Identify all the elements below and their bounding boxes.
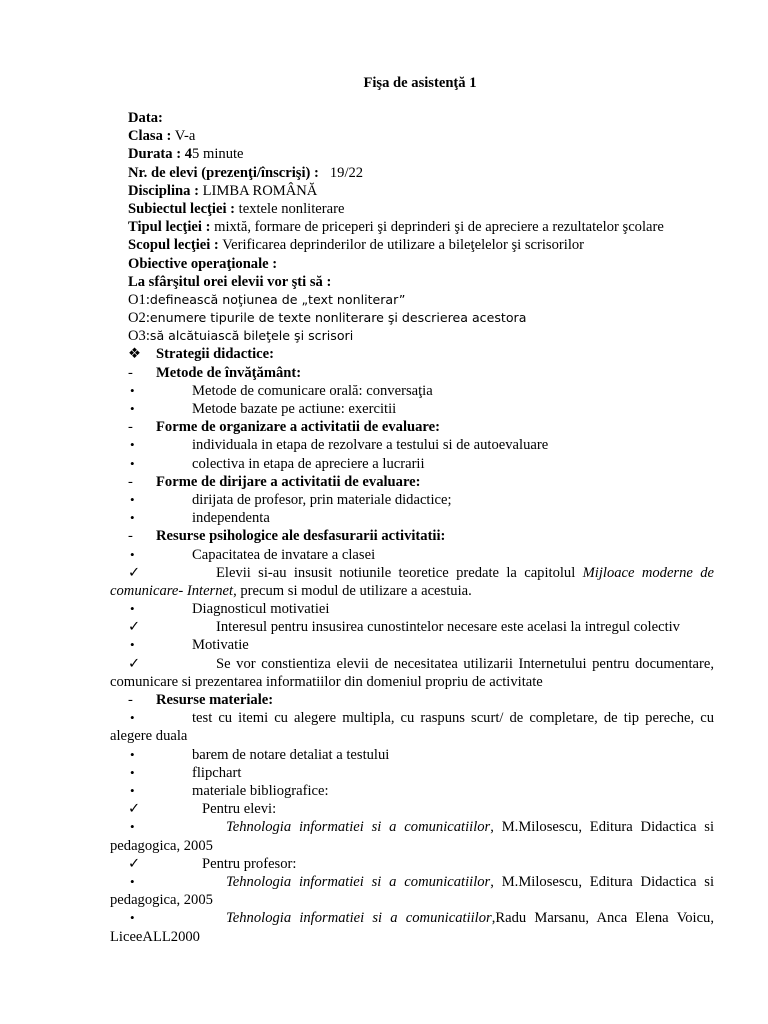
bullet-icon: • (130, 437, 135, 453)
bullet-icon: • (130, 601, 135, 617)
bullet-icon: • (130, 637, 135, 653)
objective-3: O3:să alcătuiască bileţele şi scrisori (128, 328, 354, 345)
document-body (110, 109, 714, 946)
bullet-icon: • (130, 510, 135, 526)
check-icon: ✓ (128, 619, 141, 636)
resurse-psi-heading: - Resurse psihologice ale desfasurarii activitatii: (128, 528, 446, 545)
book-2: • Tehnologia informatiei si a comunicatiilor, M.Milosescu, Editura Didactica si pedagogica, 2005 (110, 874, 715, 909)
dash-icon: - (128, 364, 133, 381)
elevii-paragraph: ✓ Elevii si-au insusit notiunile teoretice predate la capitolul Mijloace moderne de comunicare- Internet, precum si modul de utilizare a acestuia. (110, 564, 714, 599)
diamond-icon: ❖ (128, 346, 142, 363)
bullet-icon: • (130, 783, 135, 799)
disciplina-line: Disciplina : LIMBA ROMÂNĂ (128, 182, 318, 199)
obiective-heading: Obiective operaţionale : (128, 255, 278, 272)
bullet-icon: • (130, 874, 135, 889)
bullet-icon: • (130, 910, 135, 926)
bullet-icon: • (130, 401, 135, 416)
resurse-mat-heading: - Resurse materiale: (128, 692, 274, 709)
data-label: Data: (128, 110, 163, 126)
bullet-icon: • (130, 382, 135, 398)
list-item: • materiale bibliografice: (130, 783, 329, 800)
dash-icon: - (128, 473, 133, 490)
check-icon: ✓ (128, 564, 141, 581)
dash-icon: - (128, 528, 133, 545)
bullet-icon: • (130, 819, 135, 835)
list-item: • Diagnosticul motivatiei (130, 601, 330, 618)
constientiza-paragraph: ✓ Se vor constientiza elevii de necesitatea utilizarii Internetului pentru documentare, comunicare si prezentarea informatiilor din domeniul propriu de activitate (110, 655, 714, 690)
metode-heading: - Metode de învăţământ: (128, 364, 302, 381)
list-item: • individuala in etapa de rezolvare a testului si de autoevaluare (130, 437, 549, 454)
objective-2: O2:enumere tipurile de texte nonliterare şi descrierea acestora (128, 310, 527, 327)
list-item: • Motivatie (130, 637, 249, 654)
list-item: • Capacitatea de invatare a clasei (130, 546, 376, 563)
scopul-line: Scopul lecţiei : Verificarea deprinderilor de utilizare a bileţelelor şi scrisorilor (128, 237, 585, 254)
bullet-icon: • (130, 491, 135, 507)
forme-org-heading: - Forme de organizare a activitatii de evaluare: (128, 419, 440, 436)
check-icon: ✓ (128, 801, 141, 818)
check-icon: ✓ (128, 855, 141, 872)
elevi-line: Nr. de elevi (prezenţi/înscrişi) : 19/22 (128, 164, 364, 181)
list-item: • flipchart (130, 764, 242, 781)
list-item: • Metode de comunicare orală: conversaţia (130, 382, 433, 399)
subiect-line: Subiectul lecţiei : textele nonliterare (128, 200, 345, 217)
strategii-heading: ❖ Strategii didactice: (128, 346, 274, 363)
tipul-line: Tipul lecţiei : mixtă, formare de priceperi şi deprinderi şi de apreciere a rezultatelor şcolare (128, 219, 664, 236)
check-icon: ✓ (128, 655, 141, 672)
bullet-icon: • (130, 710, 135, 726)
list-item: • colectiva in etapa de apreciere a lucrarii (130, 455, 425, 472)
test-item: • test cu itemi cu alegere multipla, cu raspuns scurt/ de completare, de tip pereche, cu alegere duala (110, 710, 714, 745)
bullet-icon: • (130, 546, 135, 562)
sfarsit-heading: La sfârşitul orei elevii vor şti să : (128, 273, 332, 290)
dash-icon: - (128, 419, 133, 436)
objective-1: O1:definească noţiunea de „text nonliterar” (128, 291, 406, 308)
list-item: • dirijata de profesor, prin materiale didactice; (130, 491, 452, 508)
bullet-icon: • (130, 746, 135, 762)
bullet-icon: • (130, 764, 135, 780)
pentru-elevi: ✓ Pentru elevi: (128, 801, 277, 818)
list-item: • barem de notare detaliat a testului (130, 746, 390, 763)
dash-icon: - (128, 692, 133, 709)
list-item: • independenta (130, 510, 270, 527)
clasa-line: Clasa : V-a (128, 128, 196, 145)
pentru-profesor: ✓ Pentru profesor: (128, 855, 297, 872)
list-item: • Metode bazate pe actiune: exercitii (130, 401, 397, 417)
durata-line: Durata : 45 minute (128, 146, 244, 163)
forme-dir-heading: - Forme de dirijare a activitatii de evaluare: (128, 473, 421, 490)
document-title: Fişa de asistenţă 1 (363, 75, 477, 91)
book-3: • Tehnologia informatiei si a comunicatiilor,Radu Marsanu, Anca Elena Voicu, LiceeALL2000 (110, 910, 715, 945)
list-item: ✓ Interesul pentru insusirea cunostintelor necesare este acelasi la intregul colectiv (128, 619, 680, 636)
bullet-icon: • (130, 455, 135, 471)
book-1: • Tehnologia informatiei si a comunicatiilor, M.Milosescu, Editura Didactica si pedagogica, 2005 (110, 819, 715, 854)
